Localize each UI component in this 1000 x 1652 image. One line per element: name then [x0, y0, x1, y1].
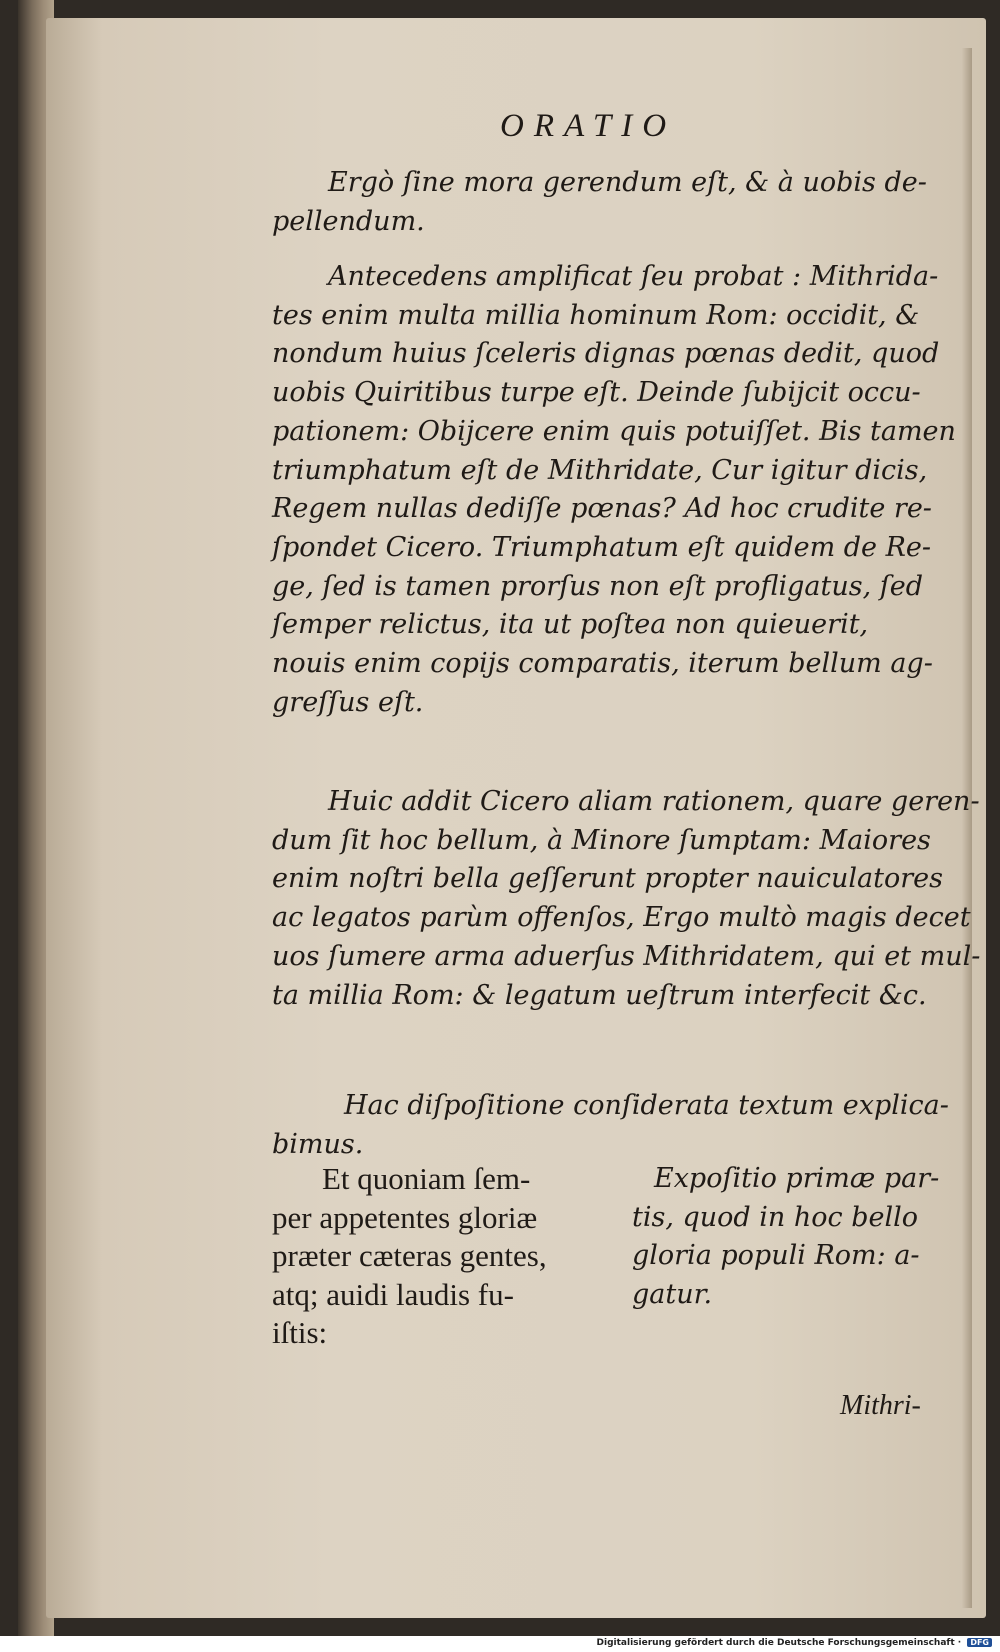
text-line: præter cæteras gentes, [272, 1238, 547, 1273]
text-line: ta millia Rom: & legatum ueſtrum interfecit &c. [272, 979, 927, 1011]
text-line: uobis Quiritibus turpe eſt. Deinde ſubijcit occu- [272, 377, 921, 409]
commentary-column [632, 1160, 950, 1314]
text-line: ſemper relictus, ita ut poſtea non quieuerit, [272, 609, 869, 641]
digitization-credit [597, 1638, 992, 1648]
text-line: dum ſit hoc bellum, à Minore ſumptam: Maiores [272, 824, 931, 856]
text-line: Huic addit Cicero aliam rationem, quare geren- [328, 786, 980, 817]
running-head: ORATIO [500, 108, 677, 144]
text-line: per appetentes gloriæ [272, 1199, 538, 1235]
text-line: ge, ſed is tamen prorſus non eſt profligatus, ſed [272, 570, 924, 602]
text-line: tis, quod in hoc bello [632, 1201, 919, 1233]
paragraph-4 [272, 1087, 1000, 1164]
text-line: Expoſitio primæ par- [654, 1163, 940, 1194]
text-line: nouis enim copijs comparatis, iterum bellum ag- [272, 648, 933, 680]
main-text-column [272, 1160, 590, 1353]
text-line: Et quoniam ſem- [322, 1161, 531, 1196]
text-line: Regem nullas dediſſe pœnas? Ad hoc crudite re- [272, 493, 932, 525]
dfg-logo: DFG [967, 1638, 992, 1647]
text-line: bimus. [272, 1128, 364, 1160]
paragraph-2 [272, 258, 1000, 722]
text-line: ſpondet Cicero. Triumphatum eſt quidem de Re- [272, 531, 932, 563]
credit-text: Digitalisierung gefördert durch die Deutsche Forschungsgemeinschaft · [596, 1638, 962, 1648]
text-line: iſtis: [272, 1315, 328, 1350]
text-line: tes enim multa millia hominum Rom: occidit, & [272, 299, 920, 331]
text-line: Ergò ſine mora gerendum eſt, & à uobis de- [328, 167, 927, 198]
text-line: atq; auidi laudis fu- [272, 1276, 514, 1312]
text-line: pationem: Obijcere enim quis potuiſſet. Bis tamen [272, 415, 956, 447]
paragraph-1 [272, 164, 1000, 241]
text-line: greſſus eſt. [272, 686, 424, 718]
catchword: Mithri- [840, 1390, 921, 1421]
text-line: gloria populi Rom: a- [632, 1240, 920, 1271]
text-line: nondum huius ſceleris dignas pœnas dedit, quod [272, 338, 940, 370]
text-line: pellendum. [272, 205, 425, 237]
text-line: gatur. [632, 1278, 713, 1310]
text-line: enim noſtri bella geſſerunt propter nauiculatores [272, 863, 944, 895]
text-line: uos ſumere arma aduerſus Mithridatem, qui et mul- [272, 940, 981, 972]
text-line: Hac diſpoſitione conſiderata textum explica- [344, 1090, 949, 1121]
text-line: ac legatos parùm offenſos, Ergo multò magis decet [272, 902, 971, 934]
text-line: Antecedens amplificat ſeu probat : Mithrida- [328, 261, 939, 292]
text-line: triumphatum eſt de Mithridate, Cur igitur dicis, [272, 454, 928, 486]
paragraph-3 [272, 783, 1000, 1015]
